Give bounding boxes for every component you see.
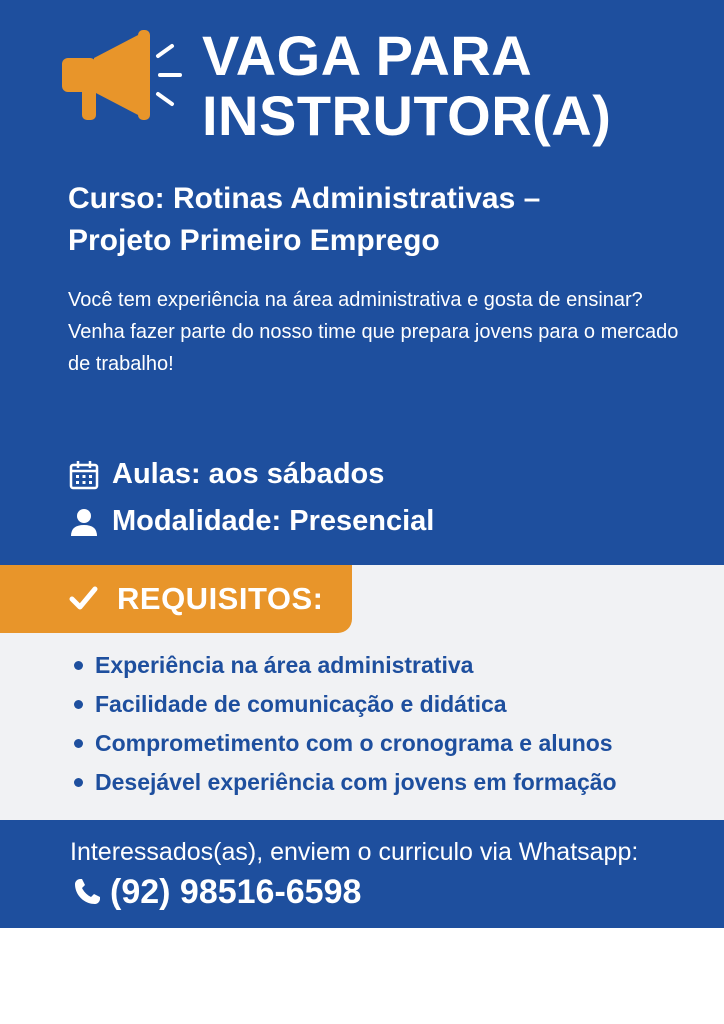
contact-text: Interessados(as), enviem o curriculo via Whatsapp: <box>70 838 639 866</box>
course-line-1: Curso: Rotinas Administrativas – <box>68 182 541 215</box>
schedule-row <box>68 458 384 491</box>
requirements-list <box>74 646 714 802</box>
requirement-text: Facilidade de comunicação e didática <box>95 691 507 717</box>
modality-row <box>68 505 434 538</box>
bullet-icon <box>74 739 83 748</box>
phone-icon <box>72 877 102 907</box>
schedule-text: Aulas: aos sábados <box>112 458 385 490</box>
check-icon <box>68 583 98 613</box>
list-item <box>74 724 714 763</box>
requirement-text: Experiência na área administrativa <box>95 652 474 678</box>
title-line-1: VAGA PARA <box>202 24 533 87</box>
course-heading <box>68 178 708 262</box>
megaphone-icon <box>60 28 185 128</box>
calendar-icon <box>68 459 100 491</box>
list-item <box>74 646 714 685</box>
course-line-2: Projeto Primeiro Emprego <box>68 224 440 257</box>
requirements-heading-tab <box>0 565 352 633</box>
requirement-text: Desejável experiência com jovens em formação <box>95 769 617 795</box>
title-line-2: INSTRUTOR(A) <box>202 84 612 147</box>
bullet-icon <box>74 661 83 670</box>
phone-number[interactable]: (92) 98516-6598 <box>110 873 362 911</box>
bullet-icon <box>74 778 83 787</box>
list-item <box>74 763 714 802</box>
modality-text: Modalidade: Presencial <box>112 505 435 537</box>
list-item <box>74 685 714 724</box>
requirement-text: Comprometimento com o cronograma e alunos <box>95 730 613 756</box>
phone-row <box>72 870 361 914</box>
bullet-icon <box>74 700 83 709</box>
description-text: Você tem experiência na área administrativa e gosta de ensinar? Venha fazer parte do nosso time que prepara jovens para o mercado de trabalho! <box>68 289 679 375</box>
page-title <box>202 26 702 146</box>
requirements-heading: REQUISITOS: <box>117 581 324 616</box>
person-icon <box>68 506 100 538</box>
